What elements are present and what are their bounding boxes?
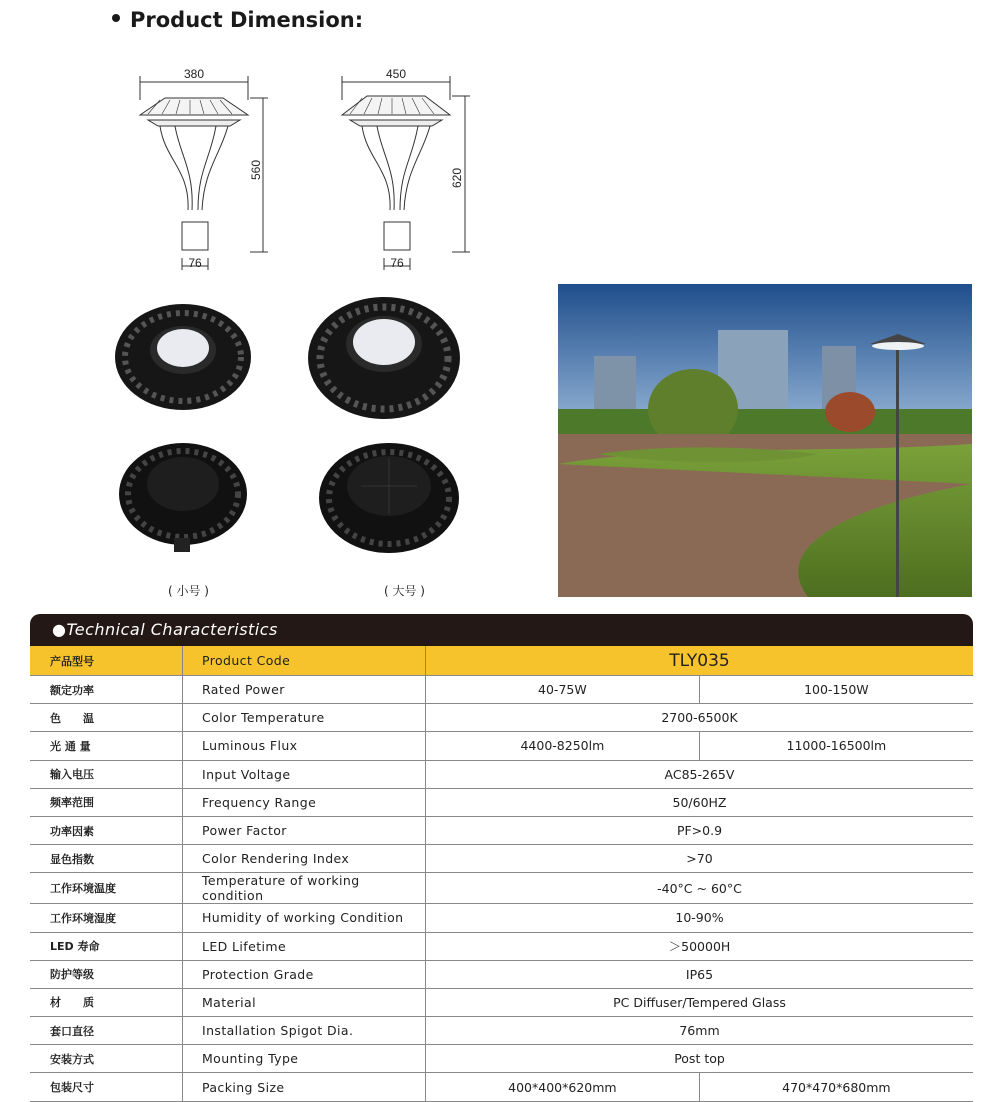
large-lamp-bottom-image [316,440,462,560]
spec-cn-label: 显色指数 [30,845,183,873]
spec-en-label: Mounting Type [183,1045,426,1073]
spec-en-label: Installation Spigot Dia. [183,1017,426,1045]
spec-en-label: Rated Power [183,676,426,704]
small-size-label: ( 小号 ) [168,584,209,598]
spec-cn-label: 色 温 [30,704,183,732]
spec-value-small: 40-75W [426,676,700,704]
spec-value: PC Diffuser/Tempered Glass [426,988,974,1016]
spec-value: 76mm [426,1017,974,1045]
spec-en-label: Luminous Flux [183,732,426,760]
small-spigot-label: 76 [188,256,202,270]
spec-value-large: 11000-16500lm [699,732,973,760]
table-row [30,816,973,844]
spec-value: 10-90% [426,904,974,932]
table-row [30,676,973,704]
spec-value: Post top [426,1045,974,1073]
spec-table [30,646,973,1102]
spec-en-label: Material [183,988,426,1016]
table-row [30,1017,973,1045]
spec-value: 2700-6500K [426,704,974,732]
spec-cn-label: 工作环境温度 [30,873,183,904]
spec-value-small: 4400-8250lm [426,732,700,760]
spec-value-large: 470*470*680mm [699,1073,973,1101]
spec-cn-label: 工作环境湿度 [30,904,183,932]
small-width-label: 380 [183,67,205,81]
spec-cn-label: 光 通 量 [30,732,183,760]
spec-cn-label: 材 质 [30,988,183,1016]
spec-cn-label: 产品型号 [30,646,183,676]
spec-cn-label: 防护等级 [30,960,183,988]
table-row [30,932,973,960]
product-code-value: TLY035 [426,646,974,676]
spec-cn-label: 额定功率 [30,676,183,704]
spec-title: ●Technical Characteristics [30,614,973,646]
table-row [30,788,973,816]
large-size-label: ( 大号 ) [384,584,425,598]
park-scene-image [558,284,972,597]
spec-en-label: Product Code [183,646,426,676]
spec-cn-label: 套口直径 [30,1017,183,1045]
table-row [30,1073,973,1101]
table-row [30,904,973,932]
table-row [30,845,973,873]
spec-value: PF>0.9 [426,816,974,844]
spec-cn-label: 输入电压 [30,760,183,788]
spec-en-label: Temperature of working condition [183,873,426,904]
spec-cn-label: 包装尺寸 [30,1073,183,1101]
spec-cn-label: 功率因素 [30,816,183,844]
table-row [30,1045,973,1073]
application-photo [558,284,972,597]
section-title-text: Product Dimension: [130,8,364,32]
spec-en-label: Color Rendering Index [183,845,426,873]
spec-value: -40°C ~ 60°C [426,873,974,904]
table-row [30,873,973,904]
table-row [30,704,973,732]
bullet-icon [112,14,120,22]
spec-value: ＞50000H [426,932,974,960]
spec-en-label: Color Temperature [183,704,426,732]
spec-value: 50/60HZ [426,788,974,816]
table-row [30,732,973,760]
dimension-drawings [120,60,500,280]
small-lamp-top-image [112,300,254,415]
spec-cn-label: LED 寿命 [30,932,183,960]
spec-en-label: LED Lifetime [183,932,426,960]
large-spigot-label: 76 [390,256,404,270]
spec-en-label: Protection Grade [183,960,426,988]
spec-value-large: 100-150W [699,676,973,704]
spec-en-label: Power Factor [183,816,426,844]
technical-characteristics [30,614,973,1102]
dimension-drawing-svg [120,60,500,280]
spec-value-small: 400*400*620mm [426,1073,700,1101]
spec-en-label: Frequency Range [183,788,426,816]
spec-value: IP65 [426,960,974,988]
small-height-label: 560 [249,159,263,181]
section-title [112,8,363,32]
spec-cn-label: 安装方式 [30,1045,183,1073]
spec-en-label: Packing Size [183,1073,426,1101]
spec-en-label: Input Voltage [183,760,426,788]
table-row [30,988,973,1016]
large-height-label: 620 [450,167,464,189]
table-row [30,960,973,988]
table-row [30,760,973,788]
small-lamp-bottom-image [116,438,250,556]
spec-value: >70 [426,845,974,873]
spec-value: AC85-265V [426,760,974,788]
large-lamp-top-image [306,294,462,422]
spec-header-row [30,646,973,676]
spec-en-label: Humidity of working Condition [183,904,426,932]
large-width-label: 450 [385,67,407,81]
spec-cn-label: 频率范围 [30,788,183,816]
